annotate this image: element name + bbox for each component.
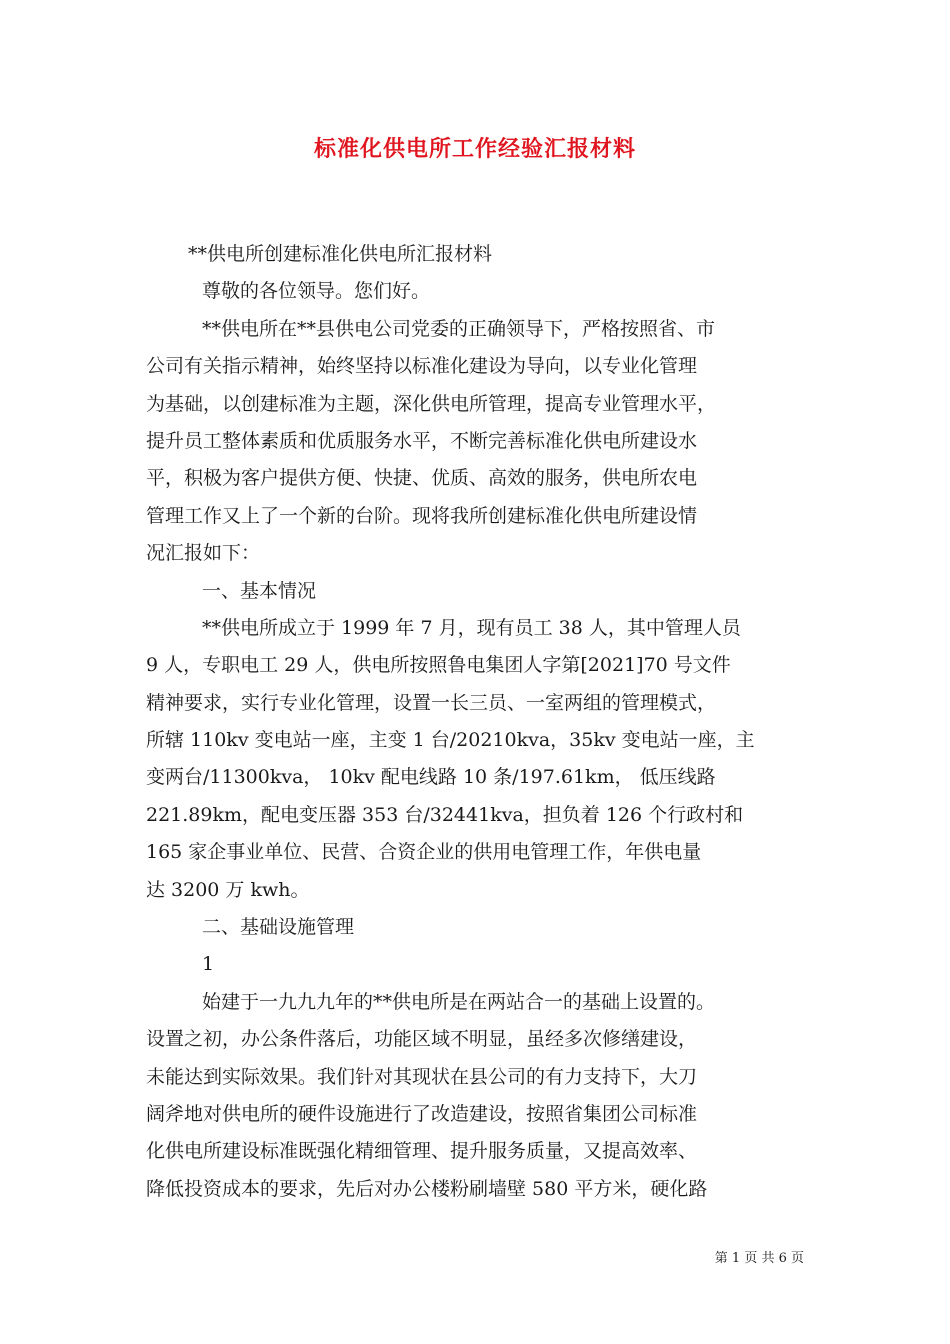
text-line: **供电所成立于 1999 年 7 月，现有员工 38 人，其中管理人员 <box>202 616 741 639</box>
text-line: 降低投资成本的要求，先后对办公楼粉刷墙壁 580 平方米，硬化路 <box>146 1177 708 1200</box>
text-line: 提升员工整体素质和优质服务水平，不断完善标准化供电所建设水 <box>146 429 698 452</box>
text-line: 1 <box>202 953 215 976</box>
text-line: 一、基本情况 <box>202 579 317 602</box>
text-line: **供电所创建标准化供电所汇报材料 <box>188 243 493 265</box>
text-line: 未能达到实际效果。我们针对其现状在县公司的有力支持下，大刀 <box>146 1065 698 1088</box>
text-line: 变两台/11300kva， 10kv 配电线路 10 条/197.61km， 低压线路 <box>146 766 716 789</box>
text-line: 平，积极为客户提供方便、快捷、优质、高效的服务，供电所农电 <box>146 467 698 490</box>
text-line: 所辖 110kv 变电站一座，主变 1 台/20210kva，35kv 变电站一座，主 <box>146 729 755 752</box>
page-number: 第 1 页 共 6 页 <box>714 1251 804 1266</box>
text-line: 公司有关指示精神，始终坚持以标准化建设为导向，以专业化管理 <box>146 355 698 378</box>
text-line: 况汇报如下： <box>146 542 261 565</box>
document-title: 标准化供电所工作经验汇报材料 <box>313 136 636 162</box>
text-line: 二、基础设施管理 <box>202 916 355 939</box>
document-body <box>146 236 806 1208</box>
text-line: 精神要求，实行专业化管理，设置一长三员、一室两组的管理模式， <box>146 691 717 714</box>
text-line: 设置之初，办公条件落后，功能区域不明显，虽经多次修缮建设， <box>146 1028 698 1051</box>
text-line: 管理工作又上了一个新的台阶。现将我所创建标准化供电所建设情 <box>146 504 698 527</box>
text-line: 9 人，专职电工 29 人，供电所按照鲁电集团人字第[2021]70 号文件 <box>146 654 731 677</box>
text-line: 达 3200 万 kwh。 <box>146 878 310 901</box>
text-line: **供电所在**县供电公司党委的正确领导下，严格按照省、市 <box>202 317 716 340</box>
text-line: 221.89km，配电变压器 353 台/32441kva，担负着 126 个行政村和 <box>146 803 744 826</box>
text-line: 始建于一九九九年的**供电所是在两站合一的基础上设置的。 <box>202 990 716 1013</box>
text-line: 化供电所建设标准既强化精细管理、提升服务质量，又提高效率、 <box>146 1140 698 1163</box>
text-line: 尊敬的各位领导。您们好。 <box>202 280 431 303</box>
text-line: 为基础，以创建标准为主题，深化供电所管理，提高专业管理水平， <box>146 392 717 415</box>
text-line: 阔斧地对供电所的硬件设施进行了改造建设，按照省集团公司标准 <box>146 1102 698 1125</box>
text-line: 165 家企事业单位、民营、合资企业的供用电管理工作，年供电量 <box>146 841 702 864</box>
